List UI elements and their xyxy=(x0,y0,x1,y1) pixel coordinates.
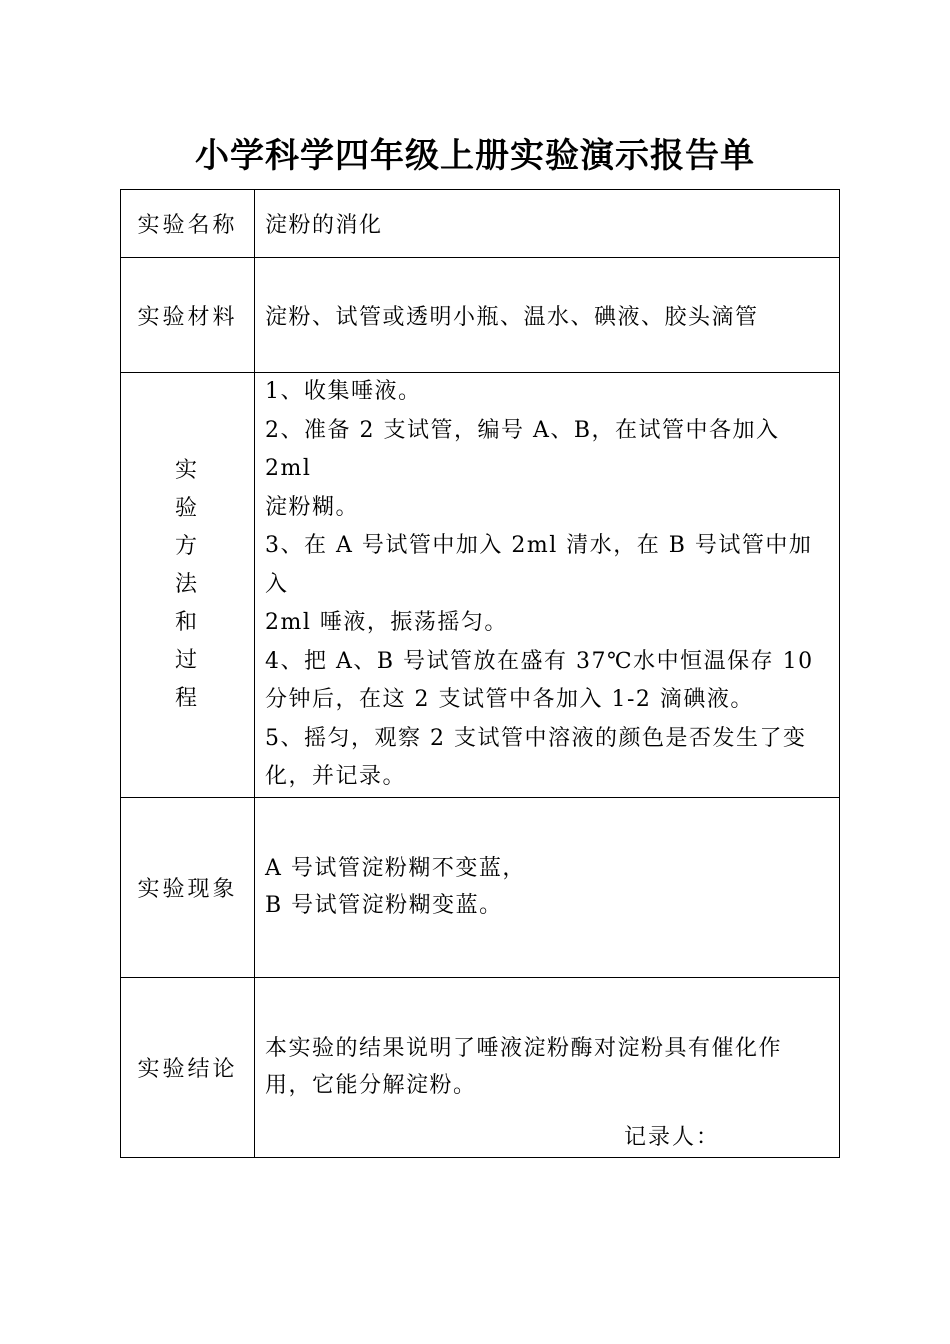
report-table xyxy=(120,189,840,1158)
experiment-name-value: 淀粉的消化 xyxy=(255,190,840,258)
method-label-char: 法 xyxy=(174,571,200,597)
method-label-char: 程 xyxy=(174,685,200,711)
method-line: 2、准备 2 支试管，编号 A、B，在试管中各加入 2ml xyxy=(265,417,780,481)
method-line: 淀粉糊。 xyxy=(265,494,360,520)
phenomenon-label: 实验现象 xyxy=(121,797,255,977)
recorder-label: 记录人： xyxy=(624,1125,721,1150)
table-row-phenomenon xyxy=(121,797,840,977)
table-row-materials xyxy=(121,258,840,373)
conclusion-line: 用，它能分解淀粉。 xyxy=(265,1073,477,1098)
conclusion-content xyxy=(255,977,840,1157)
phenomenon-content xyxy=(255,797,840,977)
experiment-name-label: 实验名称 xyxy=(121,190,255,258)
method-label-char: 方 xyxy=(174,533,200,559)
method-line: 4、把 A、B 号试管放在盛有 37℃水中恒温保存 10 xyxy=(265,648,814,674)
conclusion-label: 实验结论 xyxy=(121,977,255,1157)
method-line: 分钟后，在这 2 支试管中各加入 1-2 滴碘液。 xyxy=(265,687,754,712)
method-line: 化，并记录。 xyxy=(265,764,407,789)
method-line: 5、摇匀，观察 2 支试管中溶液的颜色是否发生了变 xyxy=(265,725,807,751)
method-label-char: 验 xyxy=(174,495,200,521)
materials-label: 实验材料 xyxy=(121,258,255,373)
phenomenon-line: A 号试管淀粉糊不变蓝， xyxy=(265,856,526,881)
method-content xyxy=(255,373,840,798)
method-label xyxy=(121,373,255,798)
page-title: 小学科学四年级上册实验演示报告单 xyxy=(195,136,755,176)
materials-value: 淀粉、试管或透明小瓶、温水、碘液、胶头滴管 xyxy=(255,258,840,373)
method-label-char: 过 xyxy=(174,647,200,673)
method-line: 1、收集唾液。 xyxy=(265,379,422,404)
method-label-char: 实 xyxy=(174,457,200,483)
table-row-experiment-name xyxy=(121,190,840,258)
method-line: 3、在 A 号试管中加入 2ml 清水，在 B 号试管中加入 xyxy=(265,533,813,597)
conclusion-line: 本实验的结果说明了唾液淀粉酶对淀粉具有催化作 xyxy=(265,1036,783,1061)
table-row-method xyxy=(121,373,840,798)
method-line: 2ml 唾液，振荡摇匀。 xyxy=(265,610,508,635)
method-label-vertical xyxy=(121,452,254,718)
phenomenon-line: B 号试管淀粉糊变蓝。 xyxy=(265,893,503,918)
table-row-conclusion xyxy=(121,977,840,1157)
method-label-char: 和 xyxy=(174,609,200,635)
